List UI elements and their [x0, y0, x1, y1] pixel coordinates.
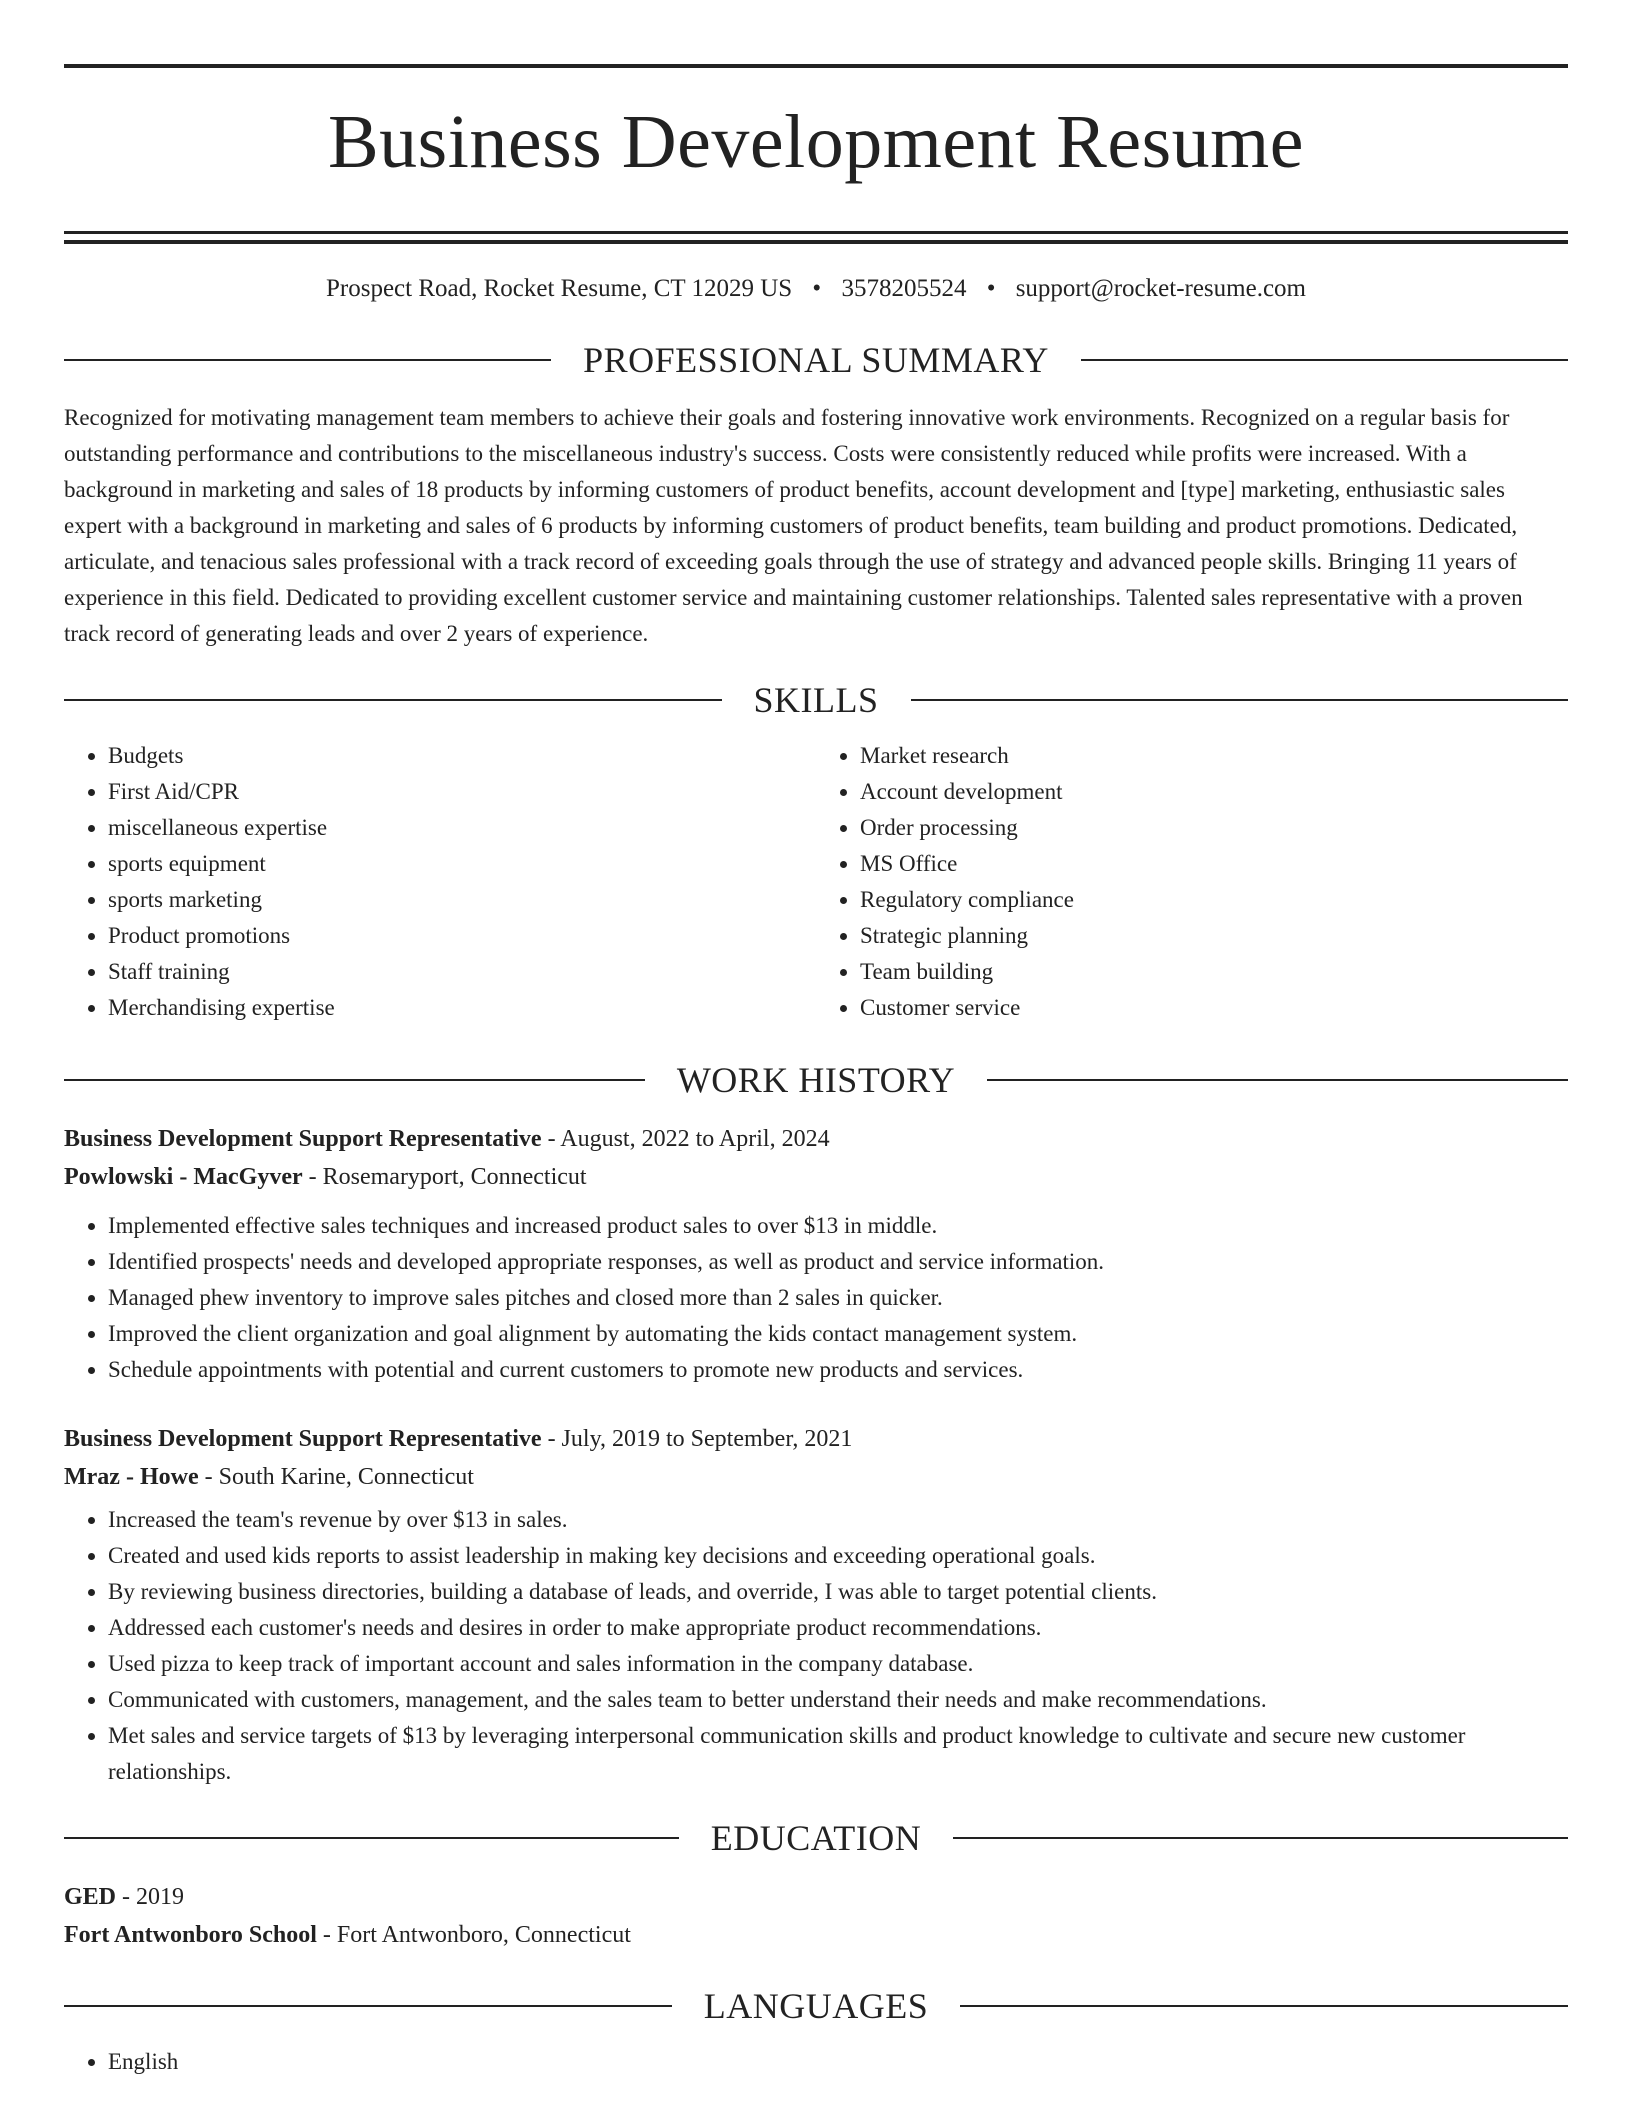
job-company: Mraz - Howe: [64, 1463, 199, 1490]
job-company-line: [64, 1458, 1568, 1496]
education-year: - 2019: [116, 1883, 185, 1910]
skill-item: • Account development: [860, 774, 1568, 810]
job-title-line: [64, 1420, 1568, 1458]
skills-column-right: [816, 738, 1568, 1026]
section-title: LANGUAGES: [703, 1985, 929, 2026]
skill-item: • Market research: [860, 738, 1568, 774]
resume-title: Business Development Resume: [327, 100, 1305, 184]
section-heading-work-history: [64, 1059, 1568, 1100]
job-bullet: • Met sales and service targets of $13 by leveraging interpersonal communication skills and product knowledge to cultivate and secure new customer relationships.: [108, 1718, 1568, 1790]
heading-rule: [64, 699, 722, 701]
skill-item: • Staff training: [108, 954, 816, 990]
job-bullet: • Created and used kids reports to assist leadership in making key decisions and exceeding operational goals.: [108, 1538, 1568, 1574]
skill-item: • MS Office: [860, 846, 1568, 882]
education-degree: GED: [64, 1883, 117, 1910]
education-location: - Fort Antwonboro, Connecticut: [316, 1921, 631, 1948]
skill-item: • Team building: [860, 954, 1568, 990]
languages-list: [64, 2044, 1568, 2080]
job-location: - South Karine, Connecticut: [198, 1463, 474, 1490]
education-degree-line: [64, 1878, 1568, 1916]
education-school: Fort Antwonboro School: [64, 1921, 317, 1948]
job-bullet: • Increased the team's revenue by over $13 in sales.: [108, 1502, 1568, 1538]
education-school-line: [64, 1916, 1568, 1954]
section-title: PROFESSIONAL SUMMARY: [583, 339, 1049, 380]
job-title-line: [64, 1120, 1568, 1158]
skill-item: • Order processing: [860, 810, 1568, 846]
skill-item: • miscellaneous expertise: [108, 810, 816, 846]
skill-item: • Budgets: [108, 738, 816, 774]
job-dates: - August, 2022 to April, 2024: [541, 1125, 830, 1152]
job-title: Business Development Support Representative: [64, 1125, 542, 1152]
education-entry: [64, 1878, 1568, 1954]
section-title: SKILLS: [753, 679, 879, 720]
job-bullet: • Implemented effective sales techniques and increased product sales to over $13 in middle.: [108, 1208, 1568, 1244]
heading-rule: [1081, 359, 1568, 361]
section-heading-education: [64, 1817, 1568, 1858]
resume-page: [64, 64, 1568, 2096]
contact-separator: •: [812, 274, 822, 302]
contact-email[interactable]: support@rocket-resume.com: [1015, 274, 1306, 302]
job-company: Powlowski - MacGyver: [64, 1163, 303, 1190]
skill-item: • Product promotions: [108, 918, 816, 954]
job-bullet: • Communicated with customers, management, and the sales team to better understand their needs and make recommendations.: [108, 1682, 1568, 1718]
skill-item: • Regulatory compliance: [860, 882, 1568, 918]
job-bullets: [64, 1502, 1568, 1790]
job-entry: [64, 1120, 1568, 1388]
job-title: Business Development Support Representative: [64, 1425, 542, 1452]
section-heading-skills: [64, 679, 1568, 720]
skills-column-left: [64, 738, 816, 1026]
skill-item: • Merchandising expertise: [108, 990, 816, 1026]
language-item: • English: [108, 2044, 1568, 2080]
section-title: EDUCATION: [710, 1817, 922, 1858]
contact-phone: 3578205524: [841, 274, 967, 302]
job-bullet: • Schedule appointments with potential and current customers to promote new products and services.: [108, 1352, 1568, 1388]
heading-rule: [911, 699, 1569, 701]
heading-rule: [987, 1079, 1568, 1081]
contact-address: Prospect Road, Rocket Resume, CT 12029 US: [325, 274, 793, 302]
contact-line: [64, 274, 1568, 304]
heading-rule: [64, 2005, 672, 2007]
skill-item: • sports equipment: [108, 846, 816, 882]
job-bullet: • Improved the client organization and goal alignment by automating the kids contact management system.: [108, 1316, 1568, 1352]
skill-item: • First Aid/CPR: [108, 774, 816, 810]
heading-rule: [64, 359, 551, 361]
job-company-line: [64, 1158, 1568, 1196]
heading-rule: [960, 2005, 1568, 2007]
section-heading-languages: [64, 1985, 1568, 2026]
skill-item: • sports marketing: [108, 882, 816, 918]
job-bullet: • Managed phew inventory to improve sales pitches and closed more than 2 sales in quicker.: [108, 1280, 1568, 1316]
job-dates: - July, 2019 to September, 2021: [541, 1425, 853, 1452]
title-double-rule: [64, 231, 1568, 244]
job-bullet: • By reviewing business directories, building a database of leads, and override, I was able to target potential clients.: [108, 1574, 1568, 1610]
contact-separator: •: [986, 274, 996, 302]
summary-paragraph: Recognized for motivating management team members to achieve their goals and fostering innovative work environments. Recognized on a regular basis for outstanding performance and contributions to the miscellaneous industry's success. Costs were consistently reduced while profits were increased. With a background in marketing and sales of 18 products by informing customers of product benefits, account development and [type] marketing, enthusiastic sales expert with a background in marketing and sales of 6 products by informing customers of product benefits, team building and product promotions. Dedicated, articulate, and tenacious sales professional with a track record of exceeding goals through the use of strategy and advanced people skills. Bringing 11 years of experience in this field. Dedicated to providing excellent customer service and maintaining customer relationships. Talented sales representative with a proven track record of generating leads and over 2 years of experience.: [64, 404, 1523, 646]
heading-rule: [64, 1837, 679, 1839]
section-heading-summary: [64, 339, 1568, 380]
skill-item: • Strategic planning: [860, 918, 1568, 954]
heading-rule: [953, 1837, 1568, 1839]
heading-rule: [64, 1079, 645, 1081]
skill-item: • Customer service: [860, 990, 1568, 1026]
job-location: - Rosemaryport, Connecticut: [302, 1163, 587, 1190]
top-rule: [64, 64, 1568, 68]
section-title: WORK HISTORY: [676, 1059, 956, 1100]
skills-list: [64, 738, 1568, 1026]
job-bullet: • Addressed each customer's needs and desires in order to make appropriate product recommendations.: [108, 1610, 1568, 1646]
job-bullets: [64, 1208, 1568, 1388]
job-entry: [64, 1420, 1568, 1790]
job-bullet: • Used pizza to keep track of important account and sales information in the company database.: [108, 1646, 1568, 1682]
job-bullet: • Identified prospects' needs and developed appropriate responses, as well as product and service information.: [108, 1244, 1568, 1280]
